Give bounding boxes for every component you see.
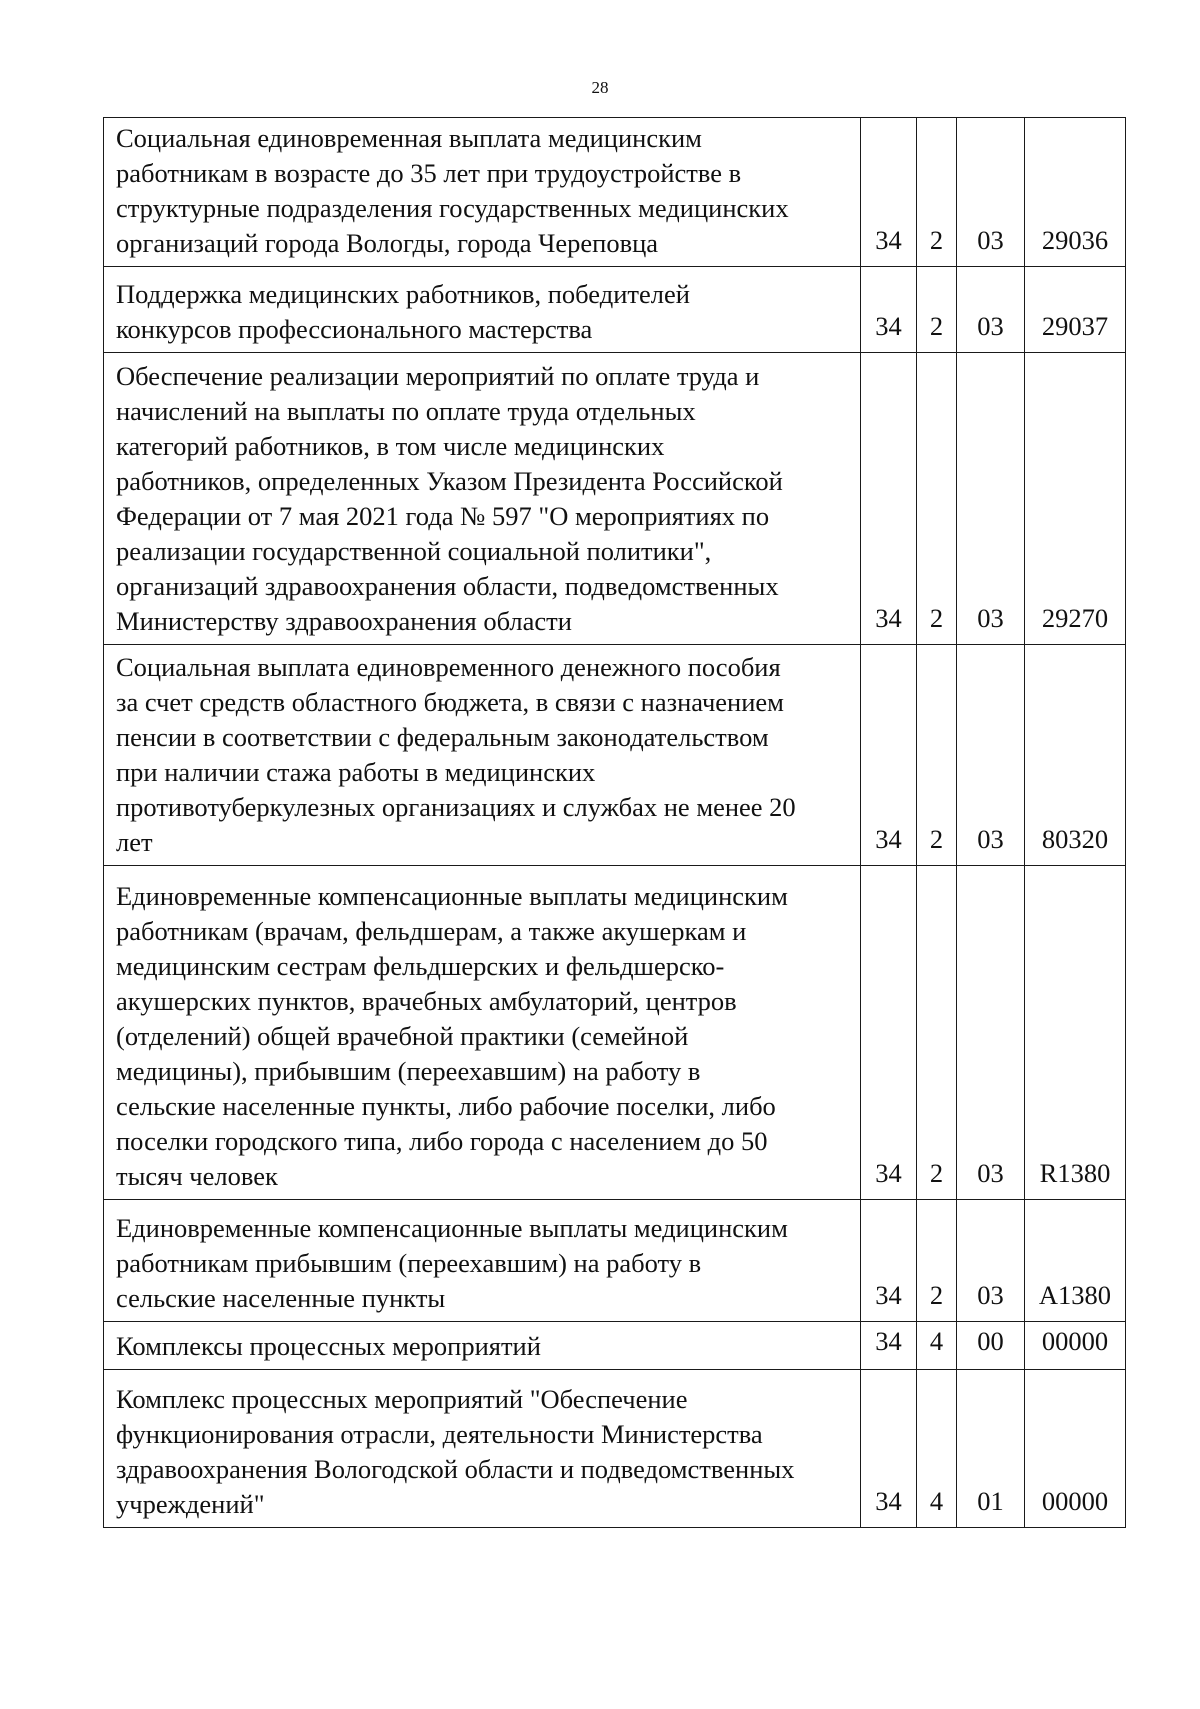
table-row	[104, 267, 1126, 353]
description-line: реализации государственной социальной политики",	[116, 536, 712, 566]
table-row	[104, 353, 1126, 645]
code-direction: 29037	[1025, 267, 1126, 353]
row-description	[104, 118, 861, 267]
code-item: 01	[957, 1370, 1025, 1528]
description-line: противотуберкулезных организациях и службах не менее 20	[116, 792, 796, 822]
row-description	[104, 645, 861, 866]
table-row	[104, 118, 1126, 267]
code-program: 34	[861, 1322, 917, 1370]
code-item: 03	[957, 1200, 1025, 1322]
description-line: Социальная выплата единовременного денежного пособия	[116, 652, 781, 682]
description-line: Поддержка медицинских работников, победителей	[116, 279, 690, 309]
description-line: акушерских пунктов, врачебных амбулаторий, центров	[116, 986, 737, 1016]
code-item: 03	[957, 118, 1025, 267]
row-description	[104, 353, 861, 645]
code-direction: 80320	[1025, 645, 1126, 866]
page-number: 28	[591, 78, 609, 97]
description-line: организаций здравоохранения области, подведомственных	[116, 571, 779, 601]
code-type: 2	[917, 118, 957, 267]
row-description	[104, 1370, 861, 1528]
description-line: тысяч человек	[116, 1161, 278, 1191]
description-line: Министерству здравоохранения области	[116, 606, 572, 636]
table-row	[104, 645, 1126, 866]
description-line: Единовременные компенсационные выплаты медицинским	[116, 881, 788, 911]
row-description	[104, 1322, 861, 1370]
description-line: работникам прибывшим (переехавшим) на работу в	[116, 1248, 702, 1278]
code-program: 34	[861, 118, 917, 267]
description-line: Федерации от 7 мая 2021 года № 597 "О мероприятиях по	[116, 501, 770, 531]
code-direction: A1380	[1025, 1200, 1126, 1322]
description-line: медицины), прибывшим (переехавшим) на работу в	[116, 1056, 701, 1086]
description-line: работникам (врачам, фельдшерам, а также акушеркам и	[116, 916, 747, 946]
code-program: 34	[861, 866, 917, 1200]
description-line: функционирования отрасли, деятельности Министерства	[116, 1419, 763, 1449]
code-program: 34	[861, 1200, 917, 1322]
description-line: Единовременные компенсационные выплаты медицинским	[116, 1213, 788, 1243]
description-line: Социальная единовременная выплата медицинским	[116, 123, 702, 153]
code-item: 03	[957, 866, 1025, 1200]
description-line: лет	[116, 827, 153, 857]
code-item: 03	[957, 353, 1025, 645]
description-line: за счет средств областного бюджета, в связи с назначением	[116, 687, 784, 717]
description-line: работникам в возрасте до 35 лет при трудоустройстве в	[116, 158, 742, 188]
code-program: 34	[861, 353, 917, 645]
code-program: 34	[861, 267, 917, 353]
budget-classification-table	[103, 117, 1126, 1528]
code-direction: 29036	[1025, 118, 1126, 267]
code-item: 03	[957, 267, 1025, 353]
code-type: 2	[917, 353, 957, 645]
description-line: работников, определенных Указом Президента Российской	[116, 466, 783, 496]
row-description	[104, 1200, 861, 1322]
code-type: 2	[917, 645, 957, 866]
code-type: 4	[917, 1322, 957, 1370]
description-line: пенсии в соответствии с федеральным законодательством	[116, 722, 769, 752]
description-line: структурные подразделения государственных медицинских	[116, 193, 789, 223]
code-direction: 00000	[1025, 1322, 1126, 1370]
description-line: организаций города Вологды, города Череповца	[116, 228, 659, 258]
description-line: Комплексы процессных мероприятий	[116, 1331, 541, 1361]
table-row	[104, 866, 1126, 1200]
description-line: Обеспечение реализации мероприятий по оплате труда и	[116, 361, 760, 391]
description-line: Комплекс процессных мероприятий "Обеспечение	[116, 1384, 688, 1414]
table-row	[104, 1370, 1126, 1528]
description-line: поселки городского типа, либо города с населением до 50	[116, 1126, 768, 1156]
description-line: учреждений"	[116, 1489, 265, 1519]
code-direction: 29270	[1025, 353, 1126, 645]
row-description	[104, 866, 861, 1200]
code-program: 34	[861, 1370, 917, 1528]
code-type: 2	[917, 1200, 957, 1322]
description-line: сельские населенные пункты, либо рабочие поселки, либо	[116, 1091, 776, 1121]
description-line: (отделений) общей врачебной практики (семейной	[116, 1021, 689, 1051]
table-row	[104, 1322, 1126, 1370]
code-direction: R1380	[1025, 866, 1126, 1200]
description-line: здравоохранения Вологодской области и подведомственных	[116, 1454, 795, 1484]
description-line: категорий работников, в том числе медицинских	[116, 431, 665, 461]
code-item: 03	[957, 645, 1025, 866]
table-row	[104, 1200, 1126, 1322]
code-type: 2	[917, 866, 957, 1200]
description-line: медицинским сестрам фельдшерских и фельдшерско-	[116, 951, 725, 981]
description-line: сельские населенные пункты	[116, 1283, 446, 1313]
code-type: 4	[917, 1370, 957, 1528]
description-line: начислений на выплаты по оплате труда отдельных	[116, 396, 696, 426]
description-line: конкурсов профессионального мастерства	[116, 314, 593, 344]
code-type: 2	[917, 267, 957, 353]
code-item: 00	[957, 1322, 1025, 1370]
row-description	[104, 267, 861, 353]
code-program: 34	[861, 645, 917, 866]
code-direction: 00000	[1025, 1370, 1126, 1528]
description-line: при наличии стажа работы в медицинских	[116, 757, 596, 787]
